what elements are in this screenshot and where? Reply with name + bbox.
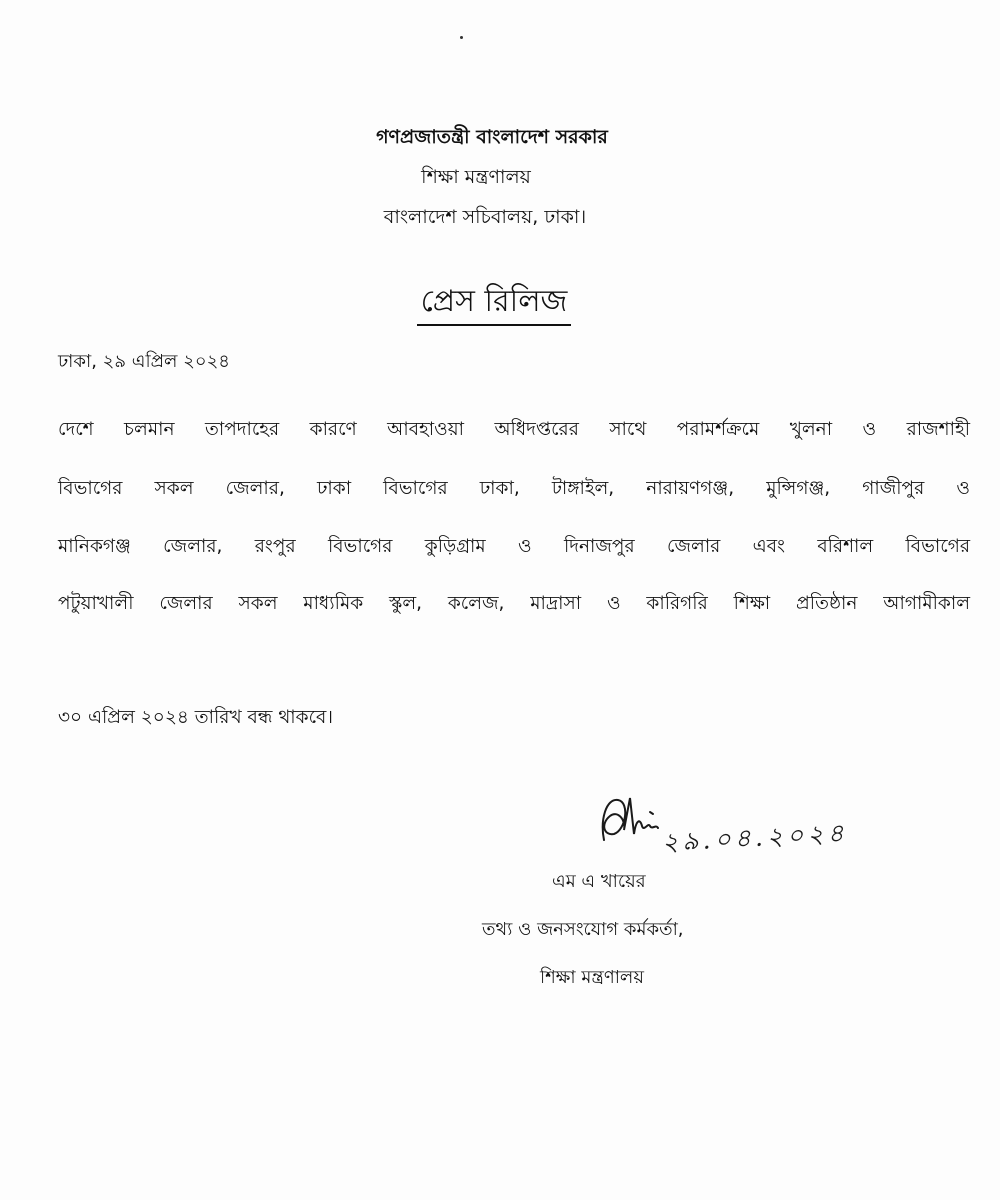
- body-line: বিভাগের সকল জেলার, ঢাকা বিভাগের ঢাকা, টাঙ্গাইল, নারায়ণগঞ্জ, মুন্সিগঞ্জ, গাজীপুর ও: [58, 478, 970, 499]
- government-name: গণপ্রজাতন্ত্রী বাংলাদেশ সরকার: [376, 126, 608, 148]
- body-line: দেশে চলমান তাপদাহের কারণে আবহাওয়া অধিদপ্তরের সাথে পরামর্শক্রমে খুলনা ও রাজশাহী: [58, 419, 970, 440]
- issue-date: ঢাকা, ২৯ এপ্রিল ২০২৪: [58, 351, 230, 372]
- ministry-name: শিক্ষা মন্ত্রণালয়: [421, 166, 531, 188]
- body-line: ৩০ এপ্রিল ২০২৪ তারিখ বন্ধ থাকবে।: [58, 707, 333, 728]
- signer-office: শিক্ষা মন্ত্রণালয়: [540, 967, 644, 988]
- signature-block: [596, 790, 866, 860]
- signer-name: এম এ খায়ের: [552, 871, 646, 892]
- handwritten-date: ২৯.০৪.২০২৪: [661, 818, 849, 857]
- body-line: মানিকগঞ্জ জেলার, রংপুর বিভাগের কুড়িগ্রাম ও দিনাজপুর জেলার এবং বরিশাল বিভাগের: [58, 536, 970, 557]
- signer-designation: তথ্য ও জনসংযোগ কর্মকর্তা,: [482, 919, 684, 940]
- title-text: প্রেস রিলিজ: [417, 282, 572, 326]
- office-location: বাংলাদেশ সচিবালয়, ঢাকা।: [383, 206, 587, 228]
- scan-speck: [460, 36, 463, 39]
- document-title: [0, 282, 1000, 326]
- body-line: পটুয়াখালী জেলার সকল মাধ্যমিক স্কুল, কলেজ, মাদ্রাসা ও কারিগরি শিক্ষা প্রতিষ্ঠান আগামীকাল: [58, 593, 970, 614]
